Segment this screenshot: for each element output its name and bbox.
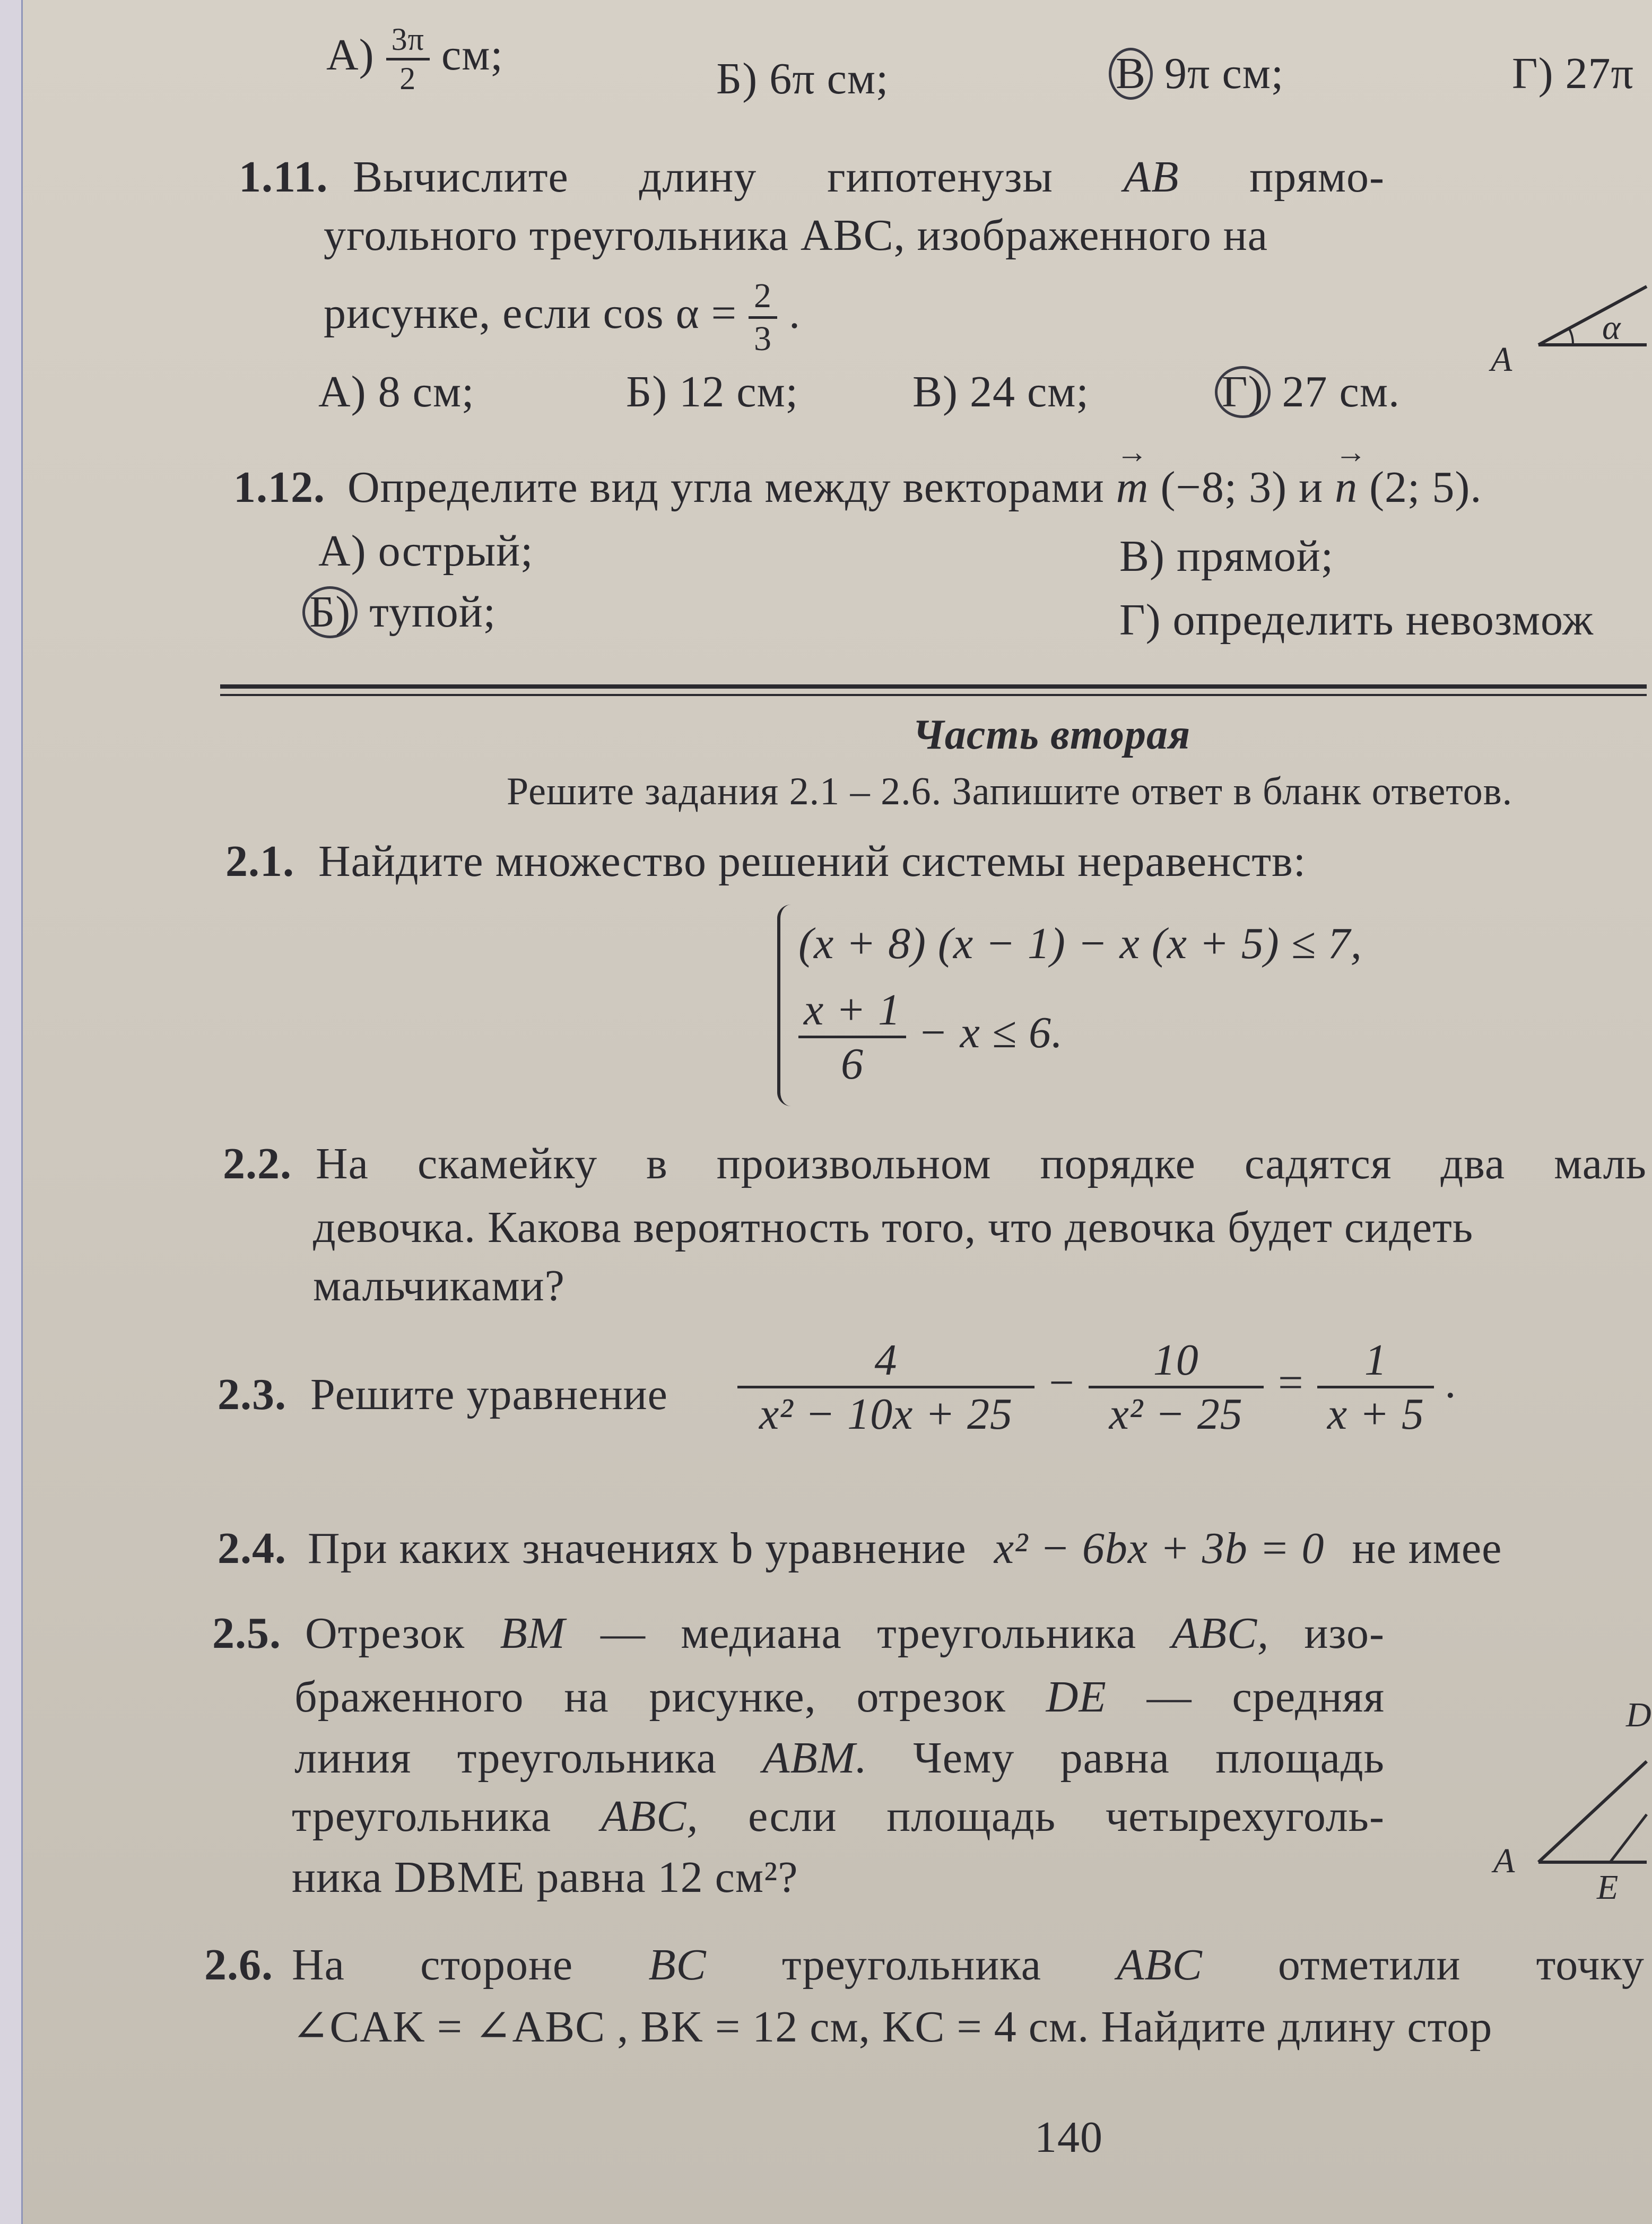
question-1-11-line2: угольного треугольника ABC, изображенного на [324,211,1268,260]
system-brace [777,905,791,1106]
notebook-page-edge [0,0,23,2224]
inequality-1: (x + 8) (x − 1) − x (x + 5) ≤ 7, [798,919,1362,968]
question-1-12-text: Определите вид угла между векторами → m (−8; 3) и → n (2; 5). [347,462,1482,513]
figure-label-alpha: α [1602,308,1621,347]
question-number-2-1: 2.1. [225,837,294,886]
question-2-2-line3: мальчиками? [313,1261,565,1310]
inequality-2: $\frac{x + 1}{6}$ − x ≤ 6. [798,984,1063,1090]
question-number-2-4: 2.4. [218,1524,286,1573]
option-1-12-a: А) острый; [318,526,534,576]
question-2-2-line1: На скамейку в произвольном порядке садятся два маль [316,1139,1647,1188]
question-number-2-6: 2.6. [204,1940,273,1990]
prev-option-a-fraction: $\frac{3\pi}{2}$ [386,21,430,97]
equation-fraction-2: $\frac{10}{\text{x² − 25}}$ [1089,1334,1264,1440]
question-2-4-text: При каких значениях b уравнение x² − 6bx + 3b = 0 не имее [308,1524,1502,1573]
option-1-11-b: Б) 12 см; [626,367,798,416]
question-1-11-line3: рисунке, если cos α = $\frac{2}{3}$ . [324,276,801,358]
option-1-11-d: Г) 27 см. [1215,366,1400,418]
prev-option-b: Б) 6π см; [716,54,889,103]
option-1-11-a: А) 8 см; [318,367,475,416]
figure-label-A: A [1491,340,1513,379]
page-number: 140 [1034,2113,1103,2162]
question-2-6-line1: На стороне BC треугольника ABC отметили точку [292,1940,1645,1990]
vector-m: → m [1116,462,1149,513]
question-number-2-3: 2.3. [218,1370,286,1419]
question-2-5-line3: линия треугольника ABM. Чему равна площадь [294,1733,1385,1783]
question-2-5-line2: браженного на рисунке, отрезок DE — средняя [294,1672,1385,1722]
section-divider [220,684,1647,689]
question-1-11-line1: Вычислите длину гипотенузы AB прямо- [353,152,1385,202]
triangle-figure-2-5 [1512,1740,1647,1878]
cos-fraction: $\frac{2}{3}$ [749,276,777,359]
question-2-5-line5: ника DBME равна 12 см²? [292,1853,798,1902]
prev-option-d: Г) 27π [1512,49,1634,98]
circled-answer-mark: Б) [302,586,358,638]
part2-heading: Часть вторая [912,711,1191,758]
prev-option-c: В 9π см; [1109,48,1284,100]
prev-option-a: А) $\frac{3\pi}{2}$ см; [326,22,503,96]
vector-n: → n [1335,462,1358,513]
equation-fraction-3: $\frac{1}{x + 5}$ [1317,1334,1434,1440]
option-1-11-c: В) 24 см; [912,367,1089,416]
figure-label-D: D [1626,1696,1652,1734]
option-1-12-c: В) прямой; [1119,532,1334,581]
question-number-1-12: 1.12. [233,463,325,512]
figure-label-E: E [1597,1868,1619,1907]
equation-fraction-1: $\frac{4}{\text{x² − 10x + 25}}$ [737,1334,1034,1440]
inequality-2-fraction: $\frac{x + 1}{6}$ [798,984,906,1090]
question-2-2-line2: девочка. Какова вероятность того, что девочка будет сидеть [313,1203,1474,1252]
figure-label-A-2-5: A [1493,1841,1516,1880]
question-number-2-5: 2.5. [212,1609,281,1658]
option-1-12-d: Г) определить невозмож [1119,595,1594,645]
part2-instruction: Решите задания 2.1 – 2.6. Запишите ответ в бланк ответов. [507,770,1513,813]
option-1-12-b: Б) тупой; [302,586,496,638]
circled-answer-mark: В [1109,48,1153,100]
question-2-1-text: Найдите множество решений системы неравенств: [318,837,1307,886]
question-number-2-2: 2.2. [223,1139,292,1188]
question-number-1-11: 1.11. [239,152,328,202]
question-2-5-line1: Отрезок BM — медиана треугольника ABC, изо- [305,1609,1385,1658]
circled-answer-mark: Г) [1215,366,1271,418]
equation-2-3: $\frac{4}{\text{x² − 10x + 25}}$ − $\frac{10}{\text{x² − 25}}$ = $\frac{1}{x + 5}$ . [737,1334,1457,1440]
question-2-3-text: Решите уравнение [310,1370,668,1419]
question-2-5-line4: треугольника ABC, если площадь четырехуголь- [292,1792,1385,1841]
question-2-6-line2: ∠CAK = ∠ABC , BK = 12 см, KC = 4 см. Найдите длину стор [292,2002,1493,2052]
section-divider-thin [220,694,1647,696]
